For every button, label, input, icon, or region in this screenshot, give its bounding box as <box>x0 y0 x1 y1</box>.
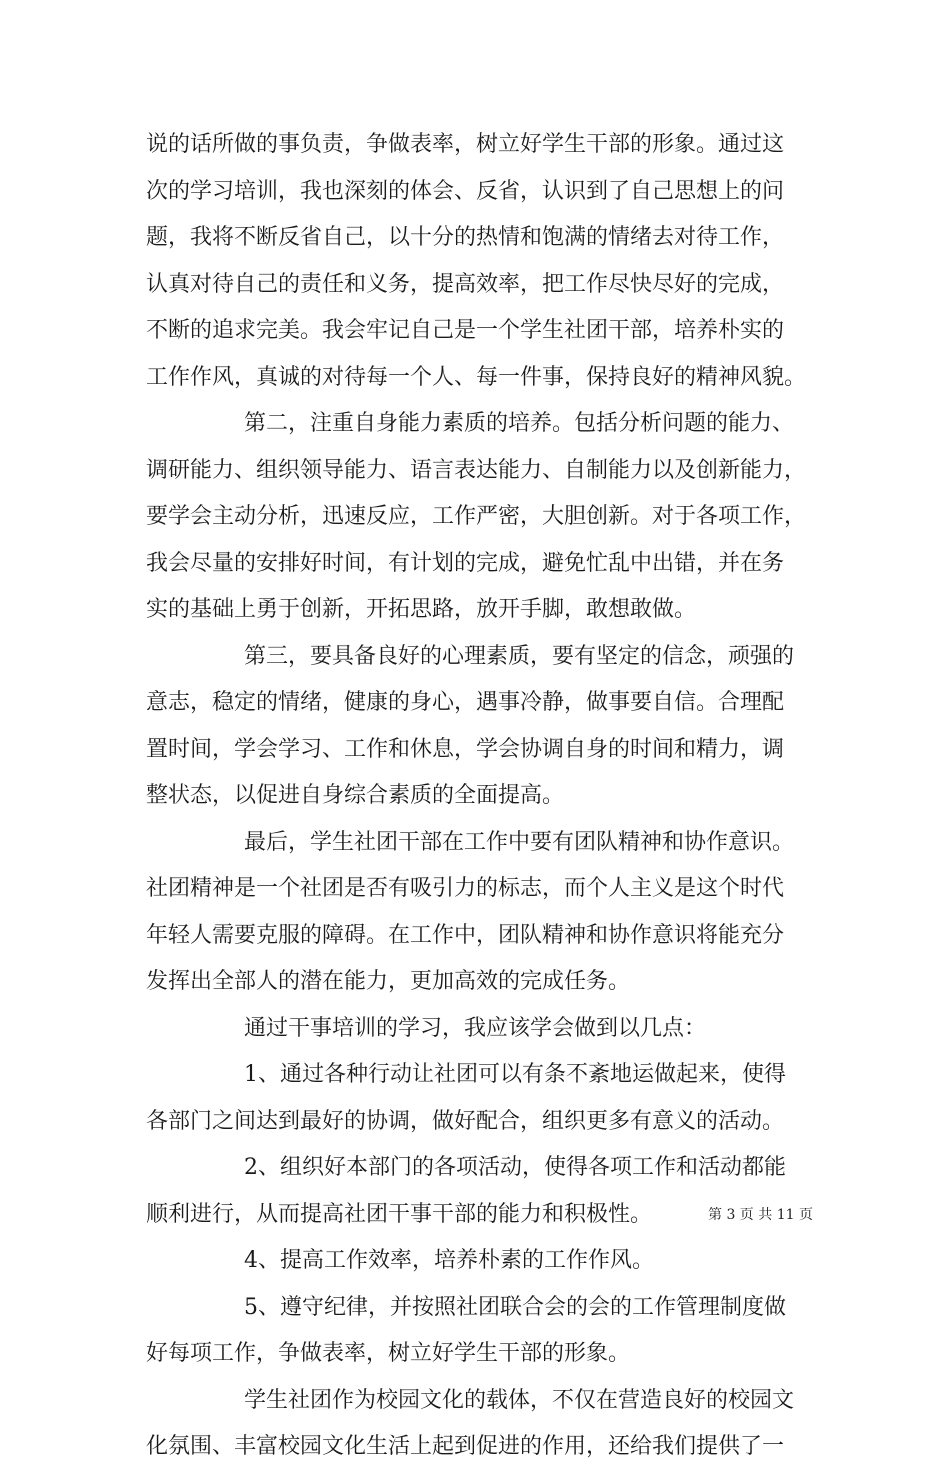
text-line: 社团精神是一个社团是否有吸引力的标志，而个人主义是这个时代 <box>146 876 785 901</box>
document-body <box>146 122 818 1471</box>
text-line: 实的基础上勇于创新，开拓思路，放开手脚，敢想敢做。 <box>146 597 697 622</box>
page-number-footer: 第 3 页 共 11 页 <box>708 1207 813 1223</box>
text-line: 第二，注重自身能力素质的培养。包括分析问题的能力、 <box>244 411 795 436</box>
text-line: 调研能力、组织领导能力、语言表达能力、自制能力以及创新能力， <box>146 457 807 483</box>
text-line: 认真对待自己的责任和义务，提高效率，把工作尽快尽好的完成， <box>146 271 785 297</box>
text-line: 整状态，以促进自身综合素质的全面提高。 <box>146 783 565 808</box>
text-line: 工作作风，真诚的对待每一个人、每一件事，保持良好的精神风貌。 <box>146 364 807 390</box>
text-line: 通过干事培训的学习，我应该学会做到以几点： <box>244 1015 707 1041</box>
text-line: 年轻人需要克服的障碍。在工作中，团队精神和协作意识将能充分 <box>146 922 785 948</box>
text-line: 4、提高工作效率，培养朴素的工作作风。 <box>244 1248 654 1273</box>
text-line: 发挥出全部人的潜在能力，更加高效的完成任务。 <box>146 969 631 994</box>
text-line: 顺利进行，从而提高社团干事干部的能力和积极性。 <box>146 1201 653 1227</box>
text-line: 意志，稳定的情绪，健康的身心，遇事冷静，做事要自信。合理配 <box>146 690 785 715</box>
text-line: 好每项工作，争做表率，树立好学生干部的形象。 <box>146 1341 631 1366</box>
text-line: 2、组织好本部门的各项活动，使得各项工作和活动都能 <box>244 1155 786 1180</box>
text-line: 题，我将不断反省自己，以十分的热情和饱满的情绪去对待工作， <box>146 225 785 250</box>
text-line: 我会尽量的安排好时间，有计划的完成，避免忙乱中出错，并在务 <box>146 550 785 576</box>
text-line: 说的话所做的事负责，争做表率，树立好学生干部的形象。通过这 <box>146 132 785 157</box>
text-line: 最后，学生社团干部在工作中要有团队精神和协作意识。 <box>244 829 795 855</box>
text-line: 学生社团作为校园文化的载体，不仅在营造良好的校园文 <box>244 1387 795 1413</box>
text-line: 化氛围、丰富校园文化生活上起到促进的作用，还给我们提供了一 <box>146 1434 785 1459</box>
text-line: 各部门之间达到最好的协调，做好配合，组织更多有意义的活动。 <box>146 1108 785 1134</box>
text-line: 1、通过各种行动让社团可以有条不紊地运做起来，使得 <box>244 1062 786 1087</box>
text-line: 要学会主动分析，迅速反应，工作严密，大胆创新。对于各项工作， <box>146 504 807 529</box>
text-line: 次的学习培训，我也深刻的体会、反省，认识到了自己思想上的问 <box>146 178 785 204</box>
text-line: 不断的追求完美。我会牢记自己是一个学生社团干部，培养朴实的 <box>146 318 785 343</box>
text-line: 置时间，学会学习、工作和休息，学会协调自身的时间和精力，调 <box>146 736 785 762</box>
text-line: 5、遵守纪律，并按照社团联合会的会的工作管理制度做 <box>244 1294 786 1320</box>
text-line: 第三，要具备良好的心理素质，要有坚定的信念，顽强的 <box>244 643 795 669</box>
